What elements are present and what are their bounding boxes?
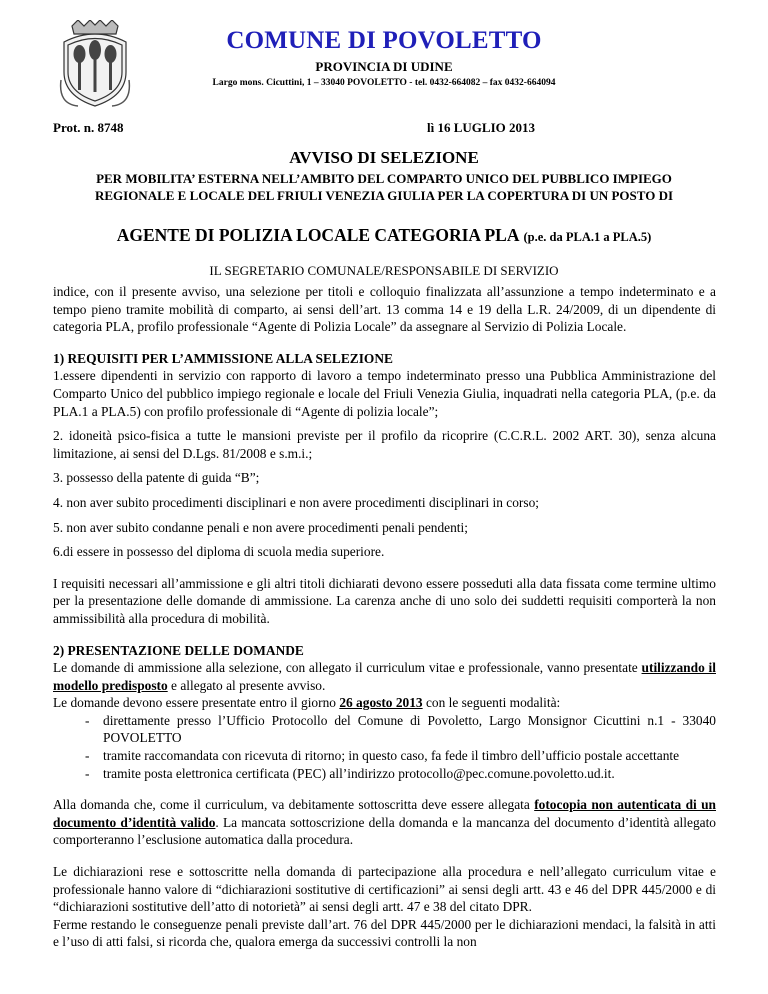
issuer-line: IL SEGRETARIO COMUNALE/RESPONSABILE DI SERVIZIO bbox=[209, 263, 559, 278]
province-name: PROVINCIA DI UDINE bbox=[315, 59, 453, 74]
requirement-item: 3. possesso della patente di guida “B”; bbox=[53, 470, 260, 486]
protocol-number: Prot. n. 8748 bbox=[53, 120, 124, 135]
requirements-note: I requisiti necessari all’ammissione e gli altri titoli dichiarati devono essere posseduti alla data fissata come termine ultimo per la presentazione delle domande di ammissione. La carenza anche di uno solo dei suddetti requisiti comporterà la non ammissibilità alla procedura di mobilità. bbox=[53, 575, 716, 626]
method-item: - direttamente presso l’Ufficio Protocollo del Comune di Povoletto, Largo Monsignor Cicuttini n.1 - 33040 POVOLETTO bbox=[103, 712, 716, 747]
position-title bbox=[0, 225, 768, 246]
municipality-address: Largo mons. Cicuttini, 1 – 33040 POVOLETTO - tel. 0432-664082 – fax 0432-664094 bbox=[212, 78, 556, 88]
municipality-title: COMUNE DI POVOLETTO bbox=[226, 27, 542, 54]
document-date: lì 16 LUGLIO 2013 bbox=[427, 120, 535, 135]
signature-paragraph: Alla domanda che, come il curriculum, va debitamente sottoscritta deve essere allegata fotocopia non autenticata di un documento d’identità valido. La mancata sottoscrizione della domanda e la mancanza del documento d’identità allegato comporteranno l’esclusione automatica dalla procedura. bbox=[53, 797, 716, 848]
notice-subtitle: PER MOBILITA’ ESTERNA NELL’AMBITO DEL COMPARTO UNICO DEL PUBBLICO IMPIEGO REGIONALE E LOCALE DEL FRIULI VENEZIA GIULIA PER LA COPERTURA DI UN POSTO DI bbox=[94, 171, 674, 203]
position-name: AGENTE DI POLIZIA LOCALE CATEGORIA PLA bbox=[116, 225, 520, 245]
requirement-item: 6.di essere in possesso del diploma di scuola media superiore. bbox=[53, 544, 385, 560]
method-item: - tramite posta elettronica certificata (PEC) all’indirizzo protocollo@pec.comune.povoletto.ud.it. bbox=[103, 765, 716, 783]
submission-methods bbox=[53, 712, 716, 782]
section2-heading: 2) PRESENTAZIONE DELLE DOMANDE bbox=[53, 642, 304, 658]
deadline-date: 26 agosto 2013 bbox=[339, 695, 423, 711]
method-item: - tramite raccomandata con ricevuta di ritorno; in questo caso, fa fede il timbro dell’ufficio postale accettante bbox=[103, 747, 716, 765]
requirement-item: 2. idoneità psico-fisica a tutte le mansioni previste per il profilo da ricoprire (C.C.R.L. 2002 ART. 30), senza alcuna limitazione, ai sensi del D.Lgs. 81/2008 e s.m.i.; bbox=[53, 428, 716, 461]
id-document-emphasis: fotocopia non autenticata di un documento d’identità valido bbox=[53, 797, 716, 830]
intro-paragraph: indice, con il presente avviso, una selezione per titoli e colloquio finalizzata all’assunzione a tempo indeterminato e a tempo pieno tramite mobilità di comparto, ai sensi dell’art. 13 comma 14 e 19 della L.R. 24/2009, di un dipendente di categoria PLA, profilo professionale “Agente di Polizia Locale” da assegnare al Servizio di Polizia Locale. bbox=[53, 284, 716, 335]
notice-title: AVVISO DI SELEZIONE bbox=[289, 148, 479, 167]
penalties-paragraph: Ferme restando le conseguenze penali previste dall’art. 76 del DPR 445/2000 per le dichiarazioni mendaci, la falsità in atti e l’uso di atti falsi, si ricorda che, qualora emerga da successivi controlli la non bbox=[53, 916, 716, 950]
template-emphasis: utilizzando il modello predisposto bbox=[53, 660, 716, 693]
position-note: (p.e. da PLA.1 a PLA.5) bbox=[523, 230, 652, 244]
deadline-paragraph: Le domande devono essere presentate entro il giorno 26 agosto 2013 con le seguenti modalità: bbox=[53, 695, 561, 711]
requirement-item: 4. non aver subito procedimenti disciplinari e non avere procedimenti disciplinari in corso; bbox=[53, 494, 540, 510]
submission-paragraph: Le domande di ammissione alla selezione, con allegato il curriculum vitae e professionale, vanno presentate utilizzando il modello predisposto e allegato al presente avviso. bbox=[53, 660, 716, 693]
section1-heading: 1) REQUISITI PER L’AMMISSIONE ALLA SELEZIONE bbox=[53, 350, 393, 366]
requirement-item: 5. non aver subito condanne penali e non avere procedimenti penali pendenti; bbox=[53, 519, 468, 535]
declarations-paragraph: Le dichiarazioni rese e sottoscritte nella domanda di partecipazione alla procedura e nell’allegato curriculum vitae e professionale hanno valore di “dichiarazioni sostitutive di certificazioni” ai sensi degli artt. 43 e 46 del DPR 445/2000 e di “dichiarazioni sostitutive dell’atto di notorietà” ai sensi degli artt. 47 e 38 del citato DPR. bbox=[53, 864, 716, 915]
document-body bbox=[53, 283, 716, 951]
requirement-item: 1.essere dipendenti in servizio con rapporto di lavoro a tempo indeterminato presso una Pubblica Amministrazione del Comparto Unico del pubblico impiego regionale e locale del Friuli Venezia Giulia, inquadrati nella categoria PLA, (p.e. da PLA.1 a PLA.5) con profilo professionale di “Agente di polizia locale”; bbox=[53, 368, 716, 419]
